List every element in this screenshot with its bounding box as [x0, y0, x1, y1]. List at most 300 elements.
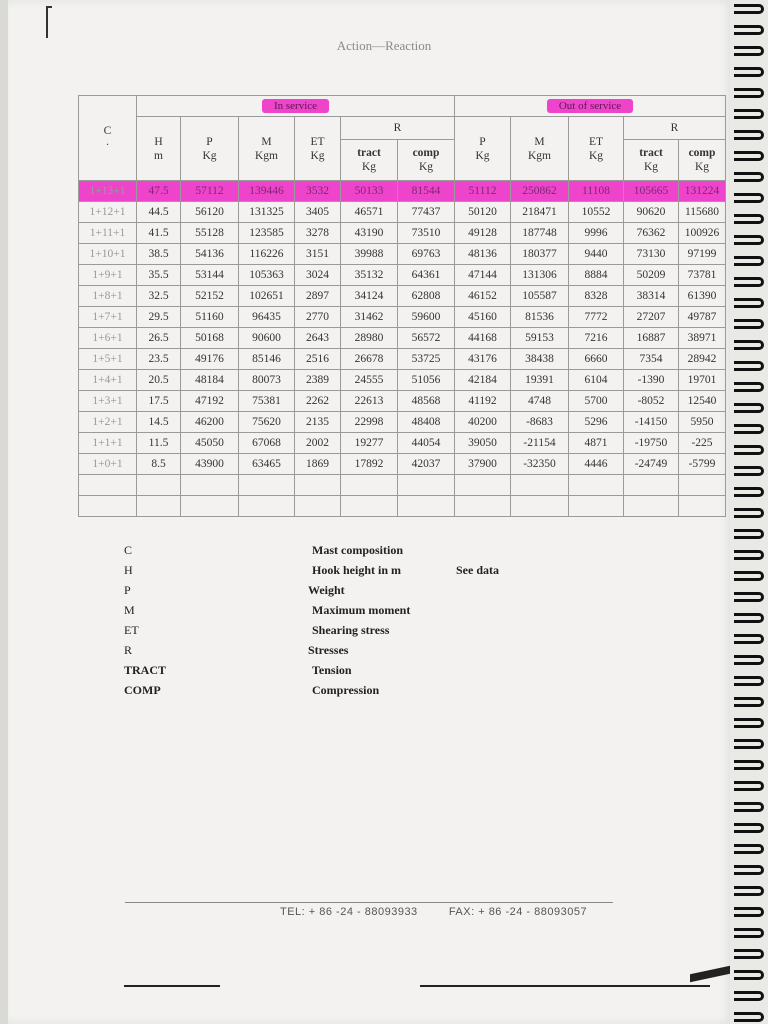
binding-ring [734, 634, 764, 644]
table-cell [455, 496, 511, 517]
table-cell [511, 496, 569, 517]
table-cell: 40200 [455, 412, 511, 433]
table-cell [295, 475, 341, 496]
binding-ring [734, 991, 764, 1001]
legend-value: Weight [308, 583, 345, 597]
table-row [79, 391, 726, 412]
table-row [79, 307, 726, 328]
table-cell [239, 475, 295, 496]
binding-ring [734, 277, 764, 287]
table-cell: 54136 [181, 244, 239, 265]
binding-ring [734, 487, 764, 497]
table-cell: 5700 [569, 391, 624, 412]
table-cell: 96435 [239, 307, 295, 328]
table-cell: 26678 [341, 349, 398, 370]
table-row [79, 412, 726, 433]
binding-ring [734, 655, 764, 665]
binding-ring [734, 88, 764, 98]
table-cell [79, 475, 137, 496]
table-cell: 131306 [511, 265, 569, 286]
table-cell: 51160 [181, 307, 239, 328]
table-cell: 6660 [569, 349, 624, 370]
table-cell: 24555 [341, 370, 398, 391]
table-cell: 49787 [679, 307, 726, 328]
table-cell: 46152 [455, 286, 511, 307]
table-cell: 64361 [398, 265, 455, 286]
table-cell: 16887 [624, 328, 679, 349]
binding-ring [734, 760, 764, 770]
binding-ring [734, 676, 764, 686]
table-cell: 35132 [341, 265, 398, 286]
table-cell: 32.5 [137, 286, 181, 307]
binding-ring [734, 802, 764, 812]
table-cell: 42184 [455, 370, 511, 391]
table-cell: 50133 [341, 181, 398, 202]
binding-ring [734, 319, 764, 329]
col-et-header: ET Kg [295, 117, 341, 181]
col-r-header: R [341, 117, 455, 140]
in-service-label: In service [262, 99, 329, 113]
col-m-header: M Kgm [239, 117, 295, 181]
cell-composition: 1+13+1 [79, 181, 137, 202]
binding-ring [734, 907, 764, 917]
binding-ring [734, 718, 764, 728]
footer-tel: TEL: + 86 -24 - 88093933 [280, 906, 418, 918]
cell-composition: 1+2+1 [79, 412, 137, 433]
binding-ring [734, 25, 764, 35]
table-cell: 73130 [624, 244, 679, 265]
table-cell: 48408 [398, 412, 455, 433]
binding-ring [734, 4, 764, 14]
table-cell [569, 496, 624, 517]
binding-ring [734, 424, 764, 434]
table-cell [398, 475, 455, 496]
cell-composition: 1+3+1 [79, 391, 137, 412]
corner-mark [46, 6, 48, 38]
table-row [79, 328, 726, 349]
cell-composition: 1+11+1 [79, 223, 137, 244]
table-cell [455, 475, 511, 496]
table-cell: 6104 [569, 370, 624, 391]
binding-ring [734, 823, 764, 833]
cell-composition: 1+1+1 [79, 433, 137, 454]
legend-value: Stresses [308, 643, 349, 657]
binding-ring [734, 382, 764, 392]
table-cell: 123585 [239, 223, 295, 244]
table-cell: 50120 [455, 202, 511, 223]
col-comp-out-header: comp Kg [679, 140, 726, 181]
table-cell: 75620 [239, 412, 295, 433]
table-cell [341, 496, 398, 517]
binding-ring [734, 445, 764, 455]
table-cell: 19277 [341, 433, 398, 454]
table-cell: 17892 [341, 454, 398, 475]
col-p-out-header: P Kg [455, 117, 511, 181]
col-r-out-header: R [624, 117, 726, 140]
in-service-header [137, 96, 455, 117]
table-row [79, 181, 726, 202]
table-cell: 26.5 [137, 328, 181, 349]
table-cell: 34124 [341, 286, 398, 307]
table-cell: 50168 [181, 328, 239, 349]
table-cell [137, 496, 181, 517]
table-cell: 56572 [398, 328, 455, 349]
table-cell: 38.5 [137, 244, 181, 265]
table-cell: 20.5 [137, 370, 181, 391]
binding-ring [734, 781, 764, 791]
table-cell: 46200 [181, 412, 239, 433]
table-cell: -21154 [511, 433, 569, 454]
table-cell: 44.5 [137, 202, 181, 223]
table-cell: 8884 [569, 265, 624, 286]
table-cell [624, 496, 679, 517]
table-cell: 43190 [341, 223, 398, 244]
legend-value: Tension [312, 663, 352, 677]
legend-key: P [124, 583, 131, 597]
table-cell: 7772 [569, 307, 624, 328]
table-cell: 2002 [295, 433, 341, 454]
legend-value: Hook height in m [312, 563, 402, 577]
cell-composition: 1+9+1 [79, 265, 137, 286]
legend-key: C [124, 543, 133, 557]
table-cell: 8.5 [137, 454, 181, 475]
legend-key: COMP [124, 683, 161, 697]
table-cell: 51056 [398, 370, 455, 391]
table-cell: 76362 [624, 223, 679, 244]
table-cell: 50209 [624, 265, 679, 286]
bottom-rule [124, 985, 220, 987]
binding-ring [734, 361, 764, 371]
table-cell: 9996 [569, 223, 624, 244]
table-cell: 2135 [295, 412, 341, 433]
table-cell: 46571 [341, 202, 398, 223]
table-cell: 57112 [181, 181, 239, 202]
table-cell: 5950 [679, 412, 726, 433]
table-cell [181, 496, 239, 517]
table-cell: 17.5 [137, 391, 181, 412]
table-cell: 69763 [398, 244, 455, 265]
binding-ring [734, 613, 764, 623]
table-row [79, 454, 726, 475]
col-m-out-header: M Kgm [511, 117, 569, 181]
table-row [79, 286, 726, 307]
cell-composition: 1+4+1 [79, 370, 137, 391]
table-cell: 187748 [511, 223, 569, 244]
cell-composition: 1+5+1 [79, 349, 137, 370]
table-cell: -225 [679, 433, 726, 454]
table-cell: -5799 [679, 454, 726, 475]
table-cell: -19750 [624, 433, 679, 454]
binding-ring [734, 844, 764, 854]
table-cell: 4446 [569, 454, 624, 475]
table-cell: 250862 [511, 181, 569, 202]
footer-fax: FAX: + 86 -24 - 88093057 [448, 906, 588, 918]
cell-composition: 1+8+1 [79, 286, 137, 307]
col-c-header: C · [79, 96, 137, 181]
table-cell: 45160 [455, 307, 511, 328]
legend-key: TRACT [124, 663, 167, 677]
table-cell: 53725 [398, 349, 455, 370]
table-cell: 3151 [295, 244, 341, 265]
table-cell: 7354 [624, 349, 679, 370]
table-cell: 31462 [341, 307, 398, 328]
table-cell: 85146 [239, 349, 295, 370]
table-cell: 37900 [455, 454, 511, 475]
col-et-out-header: ET Kg [569, 117, 624, 181]
table-cell: 81544 [398, 181, 455, 202]
table-cell: 180377 [511, 244, 569, 265]
binding-ring [734, 193, 764, 203]
binding-ring [734, 949, 764, 959]
table-row [79, 202, 726, 223]
table-cell: 4871 [569, 433, 624, 454]
binding-ring [734, 109, 764, 119]
binding-ring [734, 529, 764, 539]
table-cell: 59153 [511, 328, 569, 349]
binding-ring [734, 571, 764, 581]
table-cell: 116226 [239, 244, 295, 265]
table-cell: 75381 [239, 391, 295, 412]
table-cell: 102651 [239, 286, 295, 307]
table-cell: 131325 [239, 202, 295, 223]
binding-ring [734, 508, 764, 518]
legend-note: See data [456, 563, 499, 577]
table-cell: 19701 [679, 370, 726, 391]
table-row-empty [79, 496, 726, 517]
binding-ring [734, 592, 764, 602]
table-cell: 49176 [181, 349, 239, 370]
table-row-empty [79, 475, 726, 496]
table-row [79, 370, 726, 391]
table-cell: 2389 [295, 370, 341, 391]
binding-ring [734, 340, 764, 350]
col-p-header: P Kg [181, 117, 239, 181]
table-cell: 38314 [624, 286, 679, 307]
table-cell [511, 475, 569, 496]
table-cell: 56120 [181, 202, 239, 223]
table-cell: 9440 [569, 244, 624, 265]
table-cell: 2770 [295, 307, 341, 328]
cell-composition: 1+12+1 [79, 202, 137, 223]
table-cell [79, 496, 137, 517]
binding-ring [734, 151, 764, 161]
table-cell: 55128 [181, 223, 239, 244]
table-cell: 73510 [398, 223, 455, 244]
binding-ring [734, 130, 764, 140]
table-cell: 97199 [679, 244, 726, 265]
table-cell: 67068 [239, 433, 295, 454]
table-cell: 81536 [511, 307, 569, 328]
table-cell: 7216 [569, 328, 624, 349]
cell-composition: 1+7+1 [79, 307, 137, 328]
table-cell: 45050 [181, 433, 239, 454]
table-cell: -8683 [511, 412, 569, 433]
table-cell: 105587 [511, 286, 569, 307]
table-cell [341, 475, 398, 496]
table-cell: 139446 [239, 181, 295, 202]
table-cell: 14.5 [137, 412, 181, 433]
table-cell: 48568 [398, 391, 455, 412]
cell-composition: 1+6+1 [79, 328, 137, 349]
legend-key: H [124, 563, 133, 577]
table-cell: 39988 [341, 244, 398, 265]
table-cell: 41.5 [137, 223, 181, 244]
table-cell: 22998 [341, 412, 398, 433]
table-cell: 47.5 [137, 181, 181, 202]
table-cell: 10552 [569, 202, 624, 223]
table-cell [624, 475, 679, 496]
legend-value: Mast composition [312, 543, 403, 557]
table-cell: 2516 [295, 349, 341, 370]
table-row [79, 349, 726, 370]
table-cell: 1869 [295, 454, 341, 475]
table-cell: -24749 [624, 454, 679, 475]
table-cell: 19391 [511, 370, 569, 391]
table-cell: 131224 [679, 181, 726, 202]
table-cell: 47192 [181, 391, 239, 412]
table-cell: 43176 [455, 349, 511, 370]
table-cell: 44054 [398, 433, 455, 454]
table-cell: 28942 [679, 349, 726, 370]
table-cell: 115680 [679, 202, 726, 223]
bottom-rule [420, 985, 710, 987]
table-cell: 3278 [295, 223, 341, 244]
table-cell [181, 475, 239, 496]
table-cell: 80073 [239, 370, 295, 391]
col-comp-header: comp Kg [398, 140, 455, 181]
spiral-binding [730, 0, 768, 1024]
legend-value: Compression [312, 683, 380, 697]
table-cell: 28980 [341, 328, 398, 349]
table-cell: 3532 [295, 181, 341, 202]
table-cell: 100926 [679, 223, 726, 244]
table-cell: -8052 [624, 391, 679, 412]
table-cell: 63465 [239, 454, 295, 475]
table-cell [137, 475, 181, 496]
table-cell: 59600 [398, 307, 455, 328]
table-cell: 12540 [679, 391, 726, 412]
cell-composition: 1+10+1 [79, 244, 137, 265]
table-cell [679, 475, 726, 496]
table-cell: 48184 [181, 370, 239, 391]
footer-contact [280, 906, 587, 918]
legend-key: M [124, 603, 135, 617]
table-cell: 51112 [455, 181, 511, 202]
table-cell: 62808 [398, 286, 455, 307]
table-cell: 105363 [239, 265, 295, 286]
table-cell: 61390 [679, 286, 726, 307]
load-table [78, 95, 726, 517]
binding-ring [734, 928, 764, 938]
table-cell: 42037 [398, 454, 455, 475]
footer-divider [125, 902, 613, 903]
table-cell: 73781 [679, 265, 726, 286]
cell-composition: 1+0+1 [79, 454, 137, 475]
table-row [79, 223, 726, 244]
binding-ring [734, 67, 764, 77]
binding-ring [734, 1012, 764, 1022]
binding-ring [734, 466, 764, 476]
table-row [79, 433, 726, 454]
legend-key: R [124, 643, 133, 657]
table-cell: 11108 [569, 181, 624, 202]
table-cell: 35.5 [137, 265, 181, 286]
table-cell: 77437 [398, 202, 455, 223]
out-of-service-label: Out of service [547, 99, 633, 113]
table-cell: 44168 [455, 328, 511, 349]
binding-ring [734, 172, 764, 182]
table-cell: 27207 [624, 307, 679, 328]
table-cell [679, 496, 726, 517]
table-cell: 47144 [455, 265, 511, 286]
table-cell: 5296 [569, 412, 624, 433]
binding-ring [734, 298, 764, 308]
table-cell: 23.5 [137, 349, 181, 370]
binding-ring [734, 550, 764, 560]
page-title: Action—Reaction [336, 38, 432, 53]
table-cell: 4748 [511, 391, 569, 412]
binding-ring [734, 214, 764, 224]
table-cell: 218471 [511, 202, 569, 223]
table-cell: 90620 [624, 202, 679, 223]
table-cell: 2262 [295, 391, 341, 412]
binding-ring [734, 697, 764, 707]
table-cell: 90600 [239, 328, 295, 349]
table-cell: 8328 [569, 286, 624, 307]
table-cell: -32350 [511, 454, 569, 475]
legend-key: ET [124, 623, 139, 637]
table-cell: 3024 [295, 265, 341, 286]
table-cell [569, 475, 624, 496]
binding-ring [734, 970, 764, 980]
col-tract-out-header: tract Kg [624, 140, 679, 181]
table-cell: 2897 [295, 286, 341, 307]
table-cell [239, 496, 295, 517]
table-cell: 29.5 [137, 307, 181, 328]
table-cell: 38971 [679, 328, 726, 349]
col-h-header: H m [137, 117, 181, 181]
table-cell: 38438 [511, 349, 569, 370]
binding-ring [734, 739, 764, 749]
table-cell: 53144 [181, 265, 239, 286]
legend-value: Shearing stress [312, 623, 390, 637]
legend-value: Maximum moment [312, 603, 411, 617]
table-cell: 2643 [295, 328, 341, 349]
table-cell: -1390 [624, 370, 679, 391]
table-cell [295, 496, 341, 517]
table-cell [398, 496, 455, 517]
table-cell: 11.5 [137, 433, 181, 454]
binding-ring [734, 235, 764, 245]
table-cell: 52152 [181, 286, 239, 307]
table-cell: 105665 [624, 181, 679, 202]
table-cell: 3405 [295, 202, 341, 223]
table-cell: 48136 [455, 244, 511, 265]
binding-ring [734, 403, 764, 413]
table-row [79, 265, 726, 286]
binding-ring [734, 886, 764, 896]
table-cell: 49128 [455, 223, 511, 244]
out-of-service-header [455, 96, 726, 117]
table-cell: 22613 [341, 391, 398, 412]
binding-ring [734, 865, 764, 875]
col-tract-header: tract Kg [341, 140, 398, 181]
table-cell: 39050 [455, 433, 511, 454]
table-row [79, 244, 726, 265]
table-cell: 43900 [181, 454, 239, 475]
table-cell: 41192 [455, 391, 511, 412]
binding-ring [734, 256, 764, 266]
